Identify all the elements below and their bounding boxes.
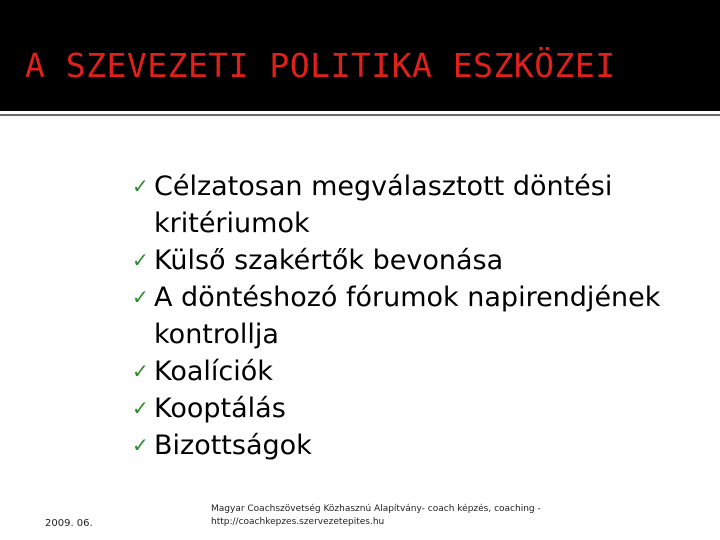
footer-url[interactable]: http://coachkepzes.szervezetepites.hu (211, 517, 385, 527)
list-item (132, 390, 692, 427)
bullet-list (132, 168, 692, 464)
footer-organization: Magyar Coachszövetség Közhasznú Alapítvány- coach képzés, coaching - (211, 504, 541, 514)
list-item (132, 279, 692, 353)
bullet-text: A döntéshozó fórumok napirendjének kontrollja (154, 282, 661, 350)
checkmark-icon: ✓ (132, 174, 149, 198)
list-item (132, 242, 692, 279)
footer-credits (211, 503, 611, 529)
bullet-text: Kooptálás (154, 393, 286, 424)
footer-date: 2009. 06. (45, 518, 93, 529)
divider (0, 114, 720, 116)
list-item (132, 427, 692, 464)
bullet-text: Koalíciók (154, 356, 273, 387)
bullet-text: Külső szakértők bevonása (154, 245, 504, 276)
bullet-text: Célzatosan megválasztott döntési kritériumok (154, 171, 613, 239)
title-bar (0, 0, 720, 111)
checkmark-icon: ✓ (132, 359, 149, 383)
list-item (132, 353, 692, 390)
checkmark-icon: ✓ (132, 285, 149, 309)
slide-title: A SZEVEZETI POLITIKA ESZKÖZEI (25, 46, 616, 85)
checkmark-icon: ✓ (132, 396, 149, 420)
list-item (132, 168, 692, 242)
bullet-text: Bizottságok (154, 430, 312, 461)
checkmark-icon: ✓ (132, 248, 149, 272)
checkmark-icon: ✓ (132, 433, 149, 457)
